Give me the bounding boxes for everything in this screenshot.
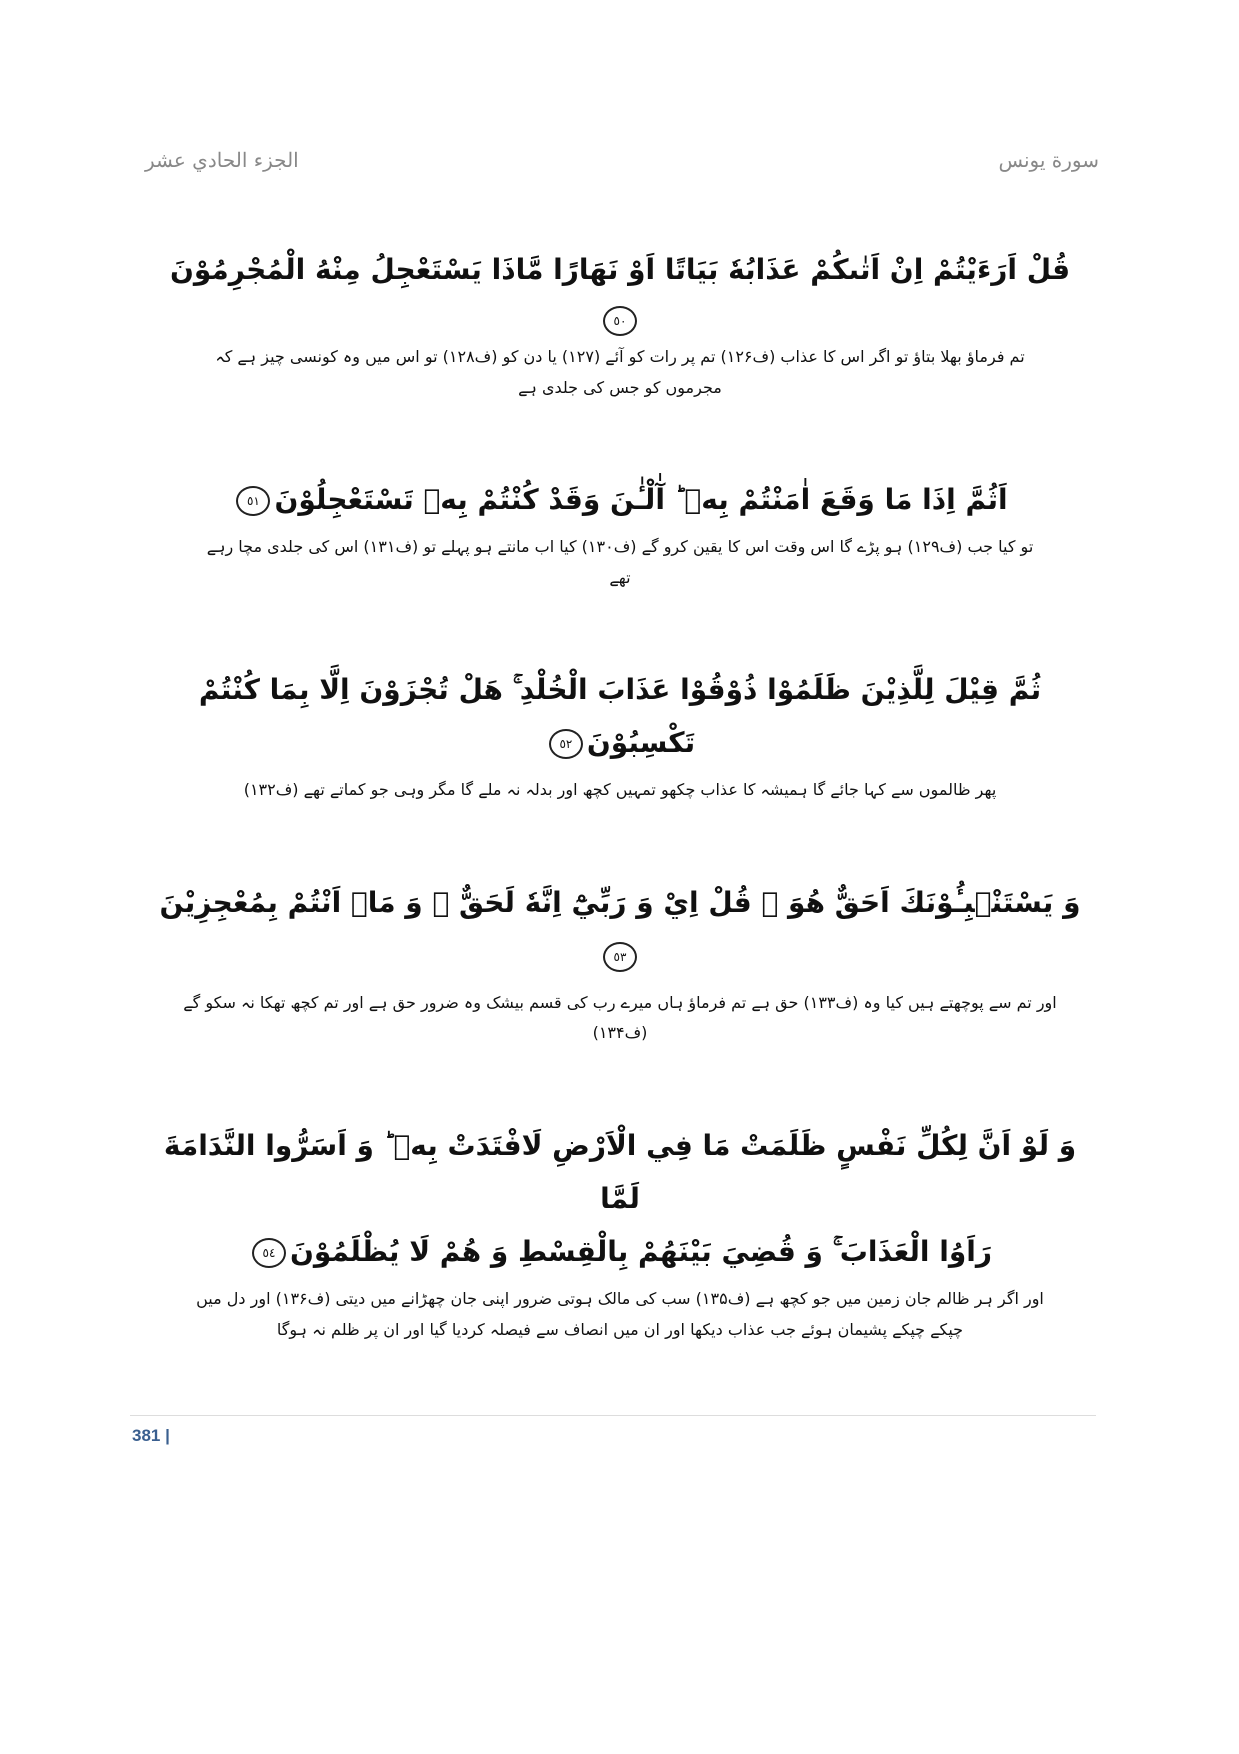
verse-marker-52: ٥٢ xyxy=(549,729,583,759)
verse-51 xyxy=(140,473,1100,593)
verse-52-arabic-line2 xyxy=(140,716,1100,769)
verse-50-urdu-line1: تم فرماؤ بھلا بتاؤ تو اگر اس کا عذاب (ف۱۲۶) تم پر رات کو آئے (۱۲۷) یا دن کو (ف۱۲۸) تو اس میں وہ کونسی چیز ہے کہ xyxy=(215,347,1025,367)
verse-53 xyxy=(140,876,1100,1049)
verse-52 xyxy=(140,663,1100,806)
verse-54-arabic-line2 xyxy=(140,1225,1100,1278)
verse-50-arabic: قُلْ اَرَءَيْتُمْ اِنْ اَتٰىكُمْ عَذَابُهٗ بَيَاتًا اَوْ نَهَارًا مَّاذَا يَسْتَعْجِلُ مِنْهُ الْمُجْرِمُوْنَ xyxy=(169,253,1071,286)
verse-54 xyxy=(140,1119,1100,1345)
juz-header: الجزء الحادي عشر xyxy=(145,148,299,172)
verse-54-text: رَاَوُا الْعَذَابَ ۚ وَ قُضِيَ بَيْنَهُمْ بِالْقِسْطِ وَ هُمْ لَا يُظْلَمُوْنَ xyxy=(290,1235,992,1269)
verse-53-urdu-line2: (ف۱۳۴) xyxy=(592,1023,648,1043)
verse-54-urdu-line2: چپکے چپکے پشیمان ہوئے جب عذاب دیکھا اور ان میں انصاف سے فیصلہ کردیا گیا اور ان پر ظلم نہ ہوگا xyxy=(276,1319,964,1339)
verse-51-text: اَثُمَّ اِذَا مَا وَقَعَ اٰمَنْتُمْ بِهٖ ؕ آٰلْـٰٔنَ وَقَدْ كُنْتُمْ بِهٖ تَسْتَعْجِلُوْنَ xyxy=(274,482,1008,516)
verse-marker-50: ٥٠ xyxy=(603,306,637,336)
verse-50-urdu-line2: مجرموں کو جس کی جلدی ہے xyxy=(518,377,722,397)
page-content xyxy=(140,243,1100,1345)
verse-51-arabic xyxy=(140,473,1100,526)
verse-53-text: وَ يَسْتَنْۢبِـُٔوْنَكَ اَحَقٌّ هُوَ ؔ قُلْ اِيْ وَ رَبِّيْٓ اِنَّهٗ لَحَقٌّ ؔ وَ مَاۤ اَنْتُمْ بِمُعْجِزِيْنَ xyxy=(159,885,1081,919)
verse-53-arabic xyxy=(140,876,1100,982)
verse-52-text: تَكْسِبُوْنَ xyxy=(586,726,696,760)
surah-header: سورة يونس xyxy=(998,148,1099,172)
verse-51-urdu-line1: تو کیا جب (ف۱۲۹) ہو پڑے گا اس وقت اس کا یقین کرو گے (ف۱۳۰) کیا اب مانتے ہو پہلے تو (ف۱۳۱) اس کی جلدی مچا رہے xyxy=(206,537,1034,557)
verse-52-arabic-line1: ثُمَّ قِيْلَ لِلَّذِيْنَ ظَلَمُوْا ذُوْقُوْا عَذَابَ الْخُلْدِ ۚ هَلْ تُجْزَوْنَ اِلَّا بِمَا كُنْتُمْ xyxy=(198,672,1042,706)
page-number: 381 | xyxy=(132,1426,170,1446)
verse-51-urdu-line2: تھے xyxy=(609,567,631,587)
verse-marker-51: ٥١ xyxy=(236,486,270,516)
page-header xyxy=(140,0,1099,188)
verse-marker-53: ٥٣ xyxy=(603,942,637,972)
footer-divider xyxy=(130,1415,1096,1486)
verse-marker-54: ٥٤ xyxy=(252,1238,286,1268)
verse-54-arabic-line1: وَ لَوْ اَنَّ لِكُلِّ نَفْسٍ ظَلَمَتْ مَا فِي الْاَرْضِ لَافْتَدَتْ بِهٖ ؕ وَ اَسَرُّوا النَّدَامَةَ لَمَّا xyxy=(163,1128,1077,1216)
verse-54-urdu-line1: اور اگر ہر ظالم جان زمین میں جو کچھ ہے (ف۱۳۵) سب کی مالک ہوتی ضرور اپنی جان چھڑانے میں دیتی (ف۱۳۶) اور دل میں xyxy=(196,1289,1044,1309)
verse-53-urdu-line1: اور تم سے پوچھتے ہیں کیا وہ (ف۱۳۳) حق ہے تم فرماؤ ہاں میرے رب کی قسم بیشک وہ ضرور حق ہے اور تم کچھ تھکا نہ سکو گے xyxy=(183,993,1057,1013)
verse-52-urdu: پھر ظالموں سے کہا جائے گا ہمیشہ کا عذاب چکھو تمہیں کچھ اور بدلہ نہ ملے گا مگر وہی جو کماتے تھے (ف۱۳۲) xyxy=(243,780,997,800)
verse-50 xyxy=(140,243,1100,403)
